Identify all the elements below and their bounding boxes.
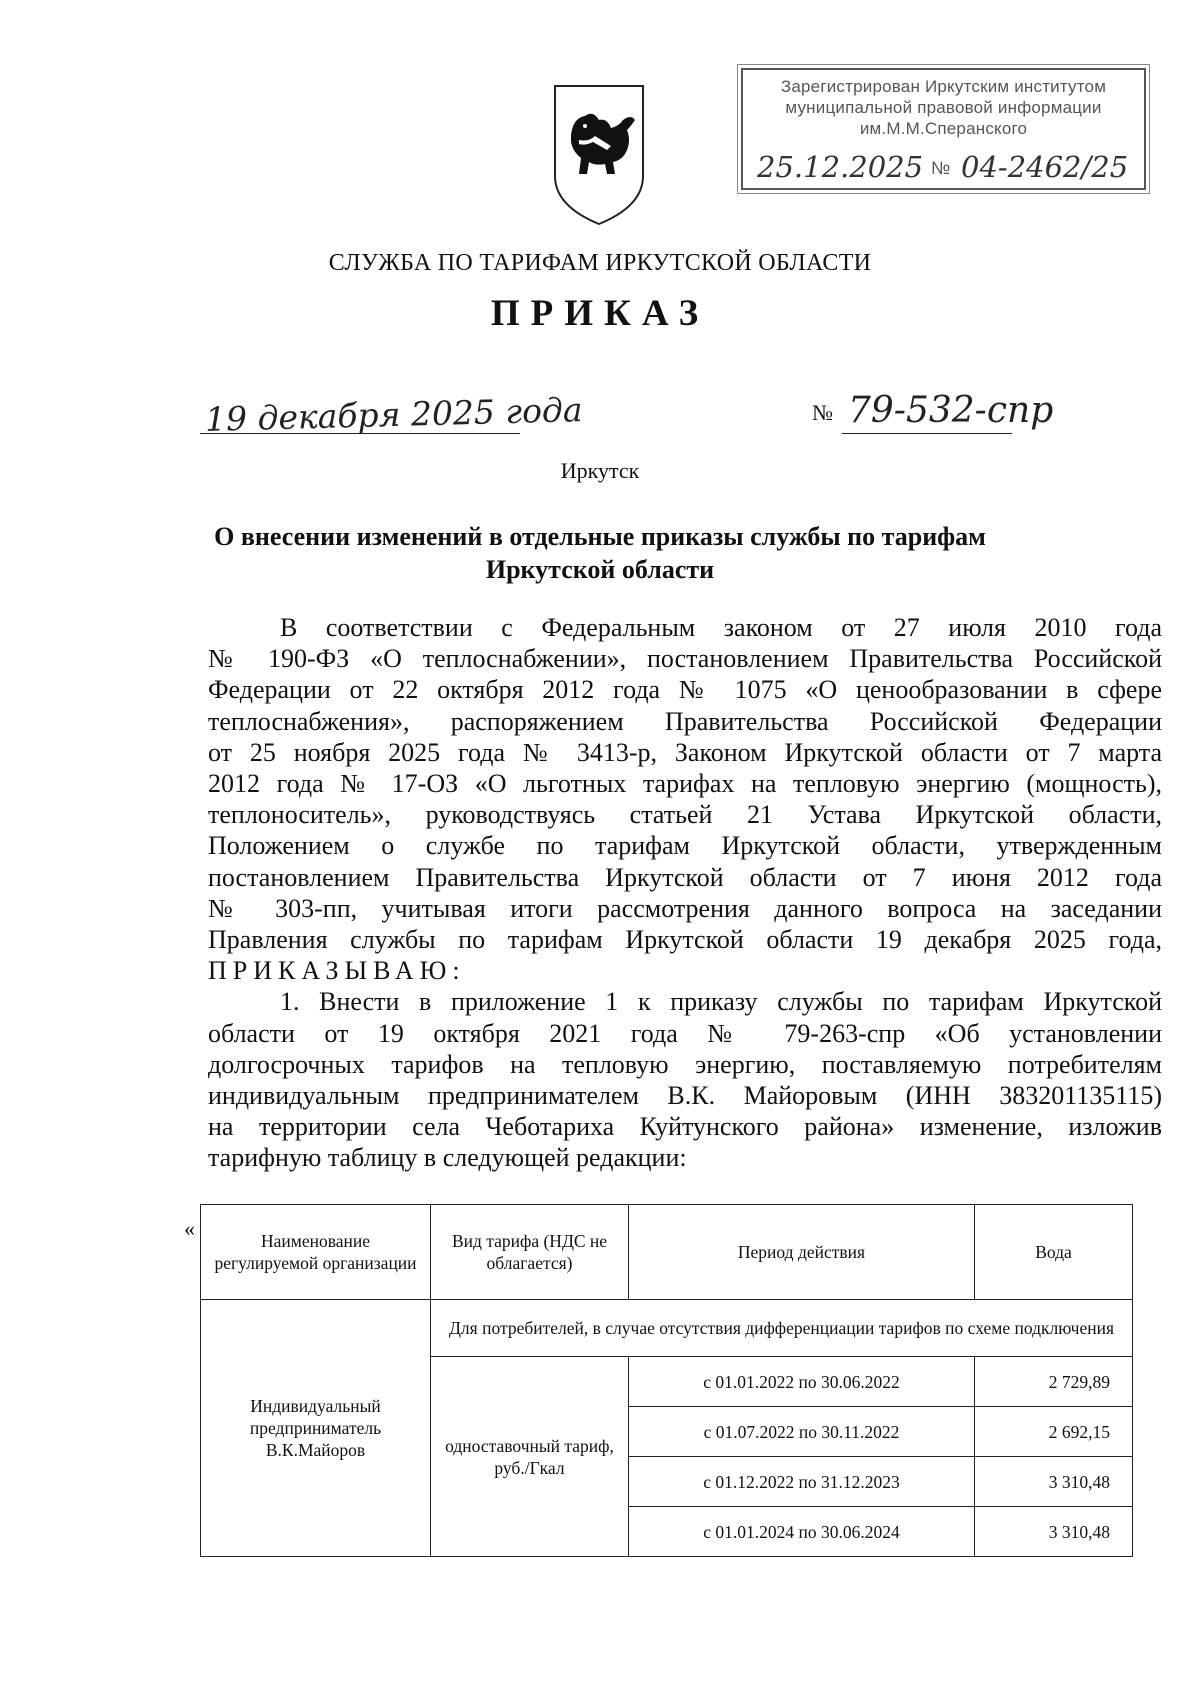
preamble-line: № 303-пп, учитывая итоги рассмотрения данного вопроса на заседании xyxy=(208,893,1162,923)
preamble-line: теплоснабжения», распоряжением Правительства Российской Федерации xyxy=(208,706,1162,736)
period-cell: с 01.07.2022 по 30.11.2022 xyxy=(629,1407,975,1457)
preamble-line: 2012 года № 17-ОЗ «О льготных тарифах на тепловую энергию (мощность), xyxy=(208,769,1162,799)
period-cell: с 01.01.2024 по 30.06.2024 xyxy=(629,1507,975,1557)
date-underline xyxy=(200,433,520,434)
agency-name: СЛУЖБА ПО ТАРИФАМ ИРКУТСКОЙ ОБЛАСТИ xyxy=(328,250,872,276)
registration-stamp xyxy=(741,68,1146,190)
order-word: ПРИКАЗЫВАЮ: xyxy=(208,956,466,986)
item1-line: 1. Внести в приложение 1 к приказу службы по тарифам Иркутской xyxy=(280,987,1162,1017)
header-tariff-type: Вид тарифа (НДС не облагается) xyxy=(431,1205,629,1300)
stamp-date: 25.12.2025 xyxy=(757,150,924,184)
title-line-1: О внесении изменений в отдельные приказы службы по тарифам xyxy=(214,522,986,551)
preamble-line: Положением о службе по тарифам Иркутской области, утвержденным xyxy=(208,831,1162,861)
value-cell: 2 692,15 xyxy=(975,1407,1133,1457)
value-cell: 3 310,48 xyxy=(975,1507,1133,1557)
document-type: ПРИКАЗ xyxy=(490,293,710,334)
header-water: Вода xyxy=(975,1205,1133,1300)
item1-line: на территории села Чеботариха Куйтунского района» изменение, изложив xyxy=(208,1112,1162,1142)
item1-line: области от 19 октября 2021 года № 79-263-спр «Об установлении xyxy=(208,1018,1162,1048)
preamble-line: теплоноситель», руководствуясь статьей 21 Устава Иркутской области, xyxy=(208,800,1162,830)
order-number: 79-532-спр xyxy=(848,390,1054,431)
header-period: Период действия xyxy=(629,1205,975,1300)
table-header-row xyxy=(201,1205,1133,1300)
number-underline xyxy=(842,433,1012,434)
coat-of-arms-emblem xyxy=(549,80,649,230)
tariff-kind-cell: одноставочный тариф, руб./Гкал xyxy=(431,1357,629,1557)
stamp-line-1: Зарегистрирован Иркутским институтом xyxy=(780,77,1107,96)
item1-line: индивидуальным предпринимателем В.К. Майоровым (ИНН 383201135115) xyxy=(208,1081,1162,1111)
preamble-line: № 190-ФЗ «О теплоснабжении», постановлением Правительства Российской xyxy=(208,644,1162,674)
preamble-line: постановлением Правительства Иркутской области от 7 июня 2012 года xyxy=(208,862,1162,892)
preamble-line: Федерации от 22 октября 2012 года № 1075 «О ценообразовании в сфере xyxy=(208,675,1162,705)
value-cell: 2 729,89 xyxy=(975,1357,1133,1407)
stamp-line-2: муниципальной правовой информации xyxy=(785,98,1102,117)
order-number-label: № xyxy=(812,400,833,425)
document-title xyxy=(180,520,1020,586)
title-line-2: Иркутской области xyxy=(485,555,715,584)
order-date: 19 декабря 2025 года xyxy=(204,390,583,439)
preamble-line: В соответствии с Федеральным законом от 27 июля 2010 года xyxy=(280,613,1162,642)
period-cell: с 01.12.2022 по 31.12.2023 xyxy=(629,1457,975,1507)
stamp-number: 04-2462/25 xyxy=(961,150,1129,184)
open-quote: « xyxy=(184,1216,195,1241)
period-cell: с 01.01.2022 по 30.06.2022 xyxy=(629,1357,975,1407)
subheader-cell: Для потребителей, в случае отсутствия дифференциации тарифов по схеме подключения xyxy=(431,1300,1133,1357)
item1-line: долгосрочных тарифов на тепловую энергию, поставляемую потребителям xyxy=(208,1049,1162,1079)
organization-cell: Индивидуальный предприниматель В.К.Майоров xyxy=(201,1300,431,1557)
header-organization: Наименование регулируемой организации xyxy=(201,1205,431,1300)
preamble-line: от 25 ноября 2025 года № 3413-р, Законом Иркутской области от 7 марта xyxy=(208,737,1162,767)
stamp-line-3: им.М.М.Сперанского xyxy=(859,119,1028,138)
preamble-line: Правления службы по тарифам Иркутской области 19 декабря 2025 года, xyxy=(208,925,1162,955)
stamp-number-sign: № xyxy=(931,158,951,178)
tariff-table xyxy=(200,1204,1133,1557)
table-row xyxy=(201,1300,1133,1357)
value-cell: 3 310,48 xyxy=(975,1457,1133,1507)
item1-line: тарифную таблицу в следующей редакции: xyxy=(208,1143,687,1173)
document-body xyxy=(208,612,1162,1174)
city-name: Иркутск xyxy=(560,458,640,483)
